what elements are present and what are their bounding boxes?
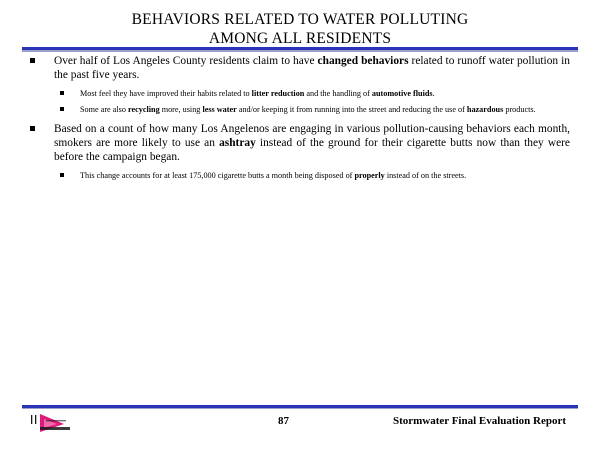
bullet-item-2 [30, 122, 570, 164]
sub-bullet-2-1-text: This change accounts for at least 175,000 cigarette butts a month being disposed of properly instead of on the streets. [80, 171, 467, 180]
report-name: Stormwater Final Evaluation Report [392, 415, 566, 427]
square-bullet-icon [30, 58, 35, 63]
page-title-line-1: BEHAVIORS RELATED TO WATER POLLUTING [131, 11, 469, 28]
bullet-2-text: Based on a count of how many Los Angelenos are engaging in various pollution-causing behaviors each month, smokers are more likely to use an ashtray instead of the ground for their cigarette butts now than they were before the campaign began. [54, 123, 570, 163]
square-bullet-icon [30, 126, 35, 131]
page-title [0, 10, 600, 48]
logo-icon [30, 412, 78, 434]
bullet-1-text: Over half of Los Angeles County residents claim to have changed behaviors related to runoff water pollution in the past five years. [54, 55, 570, 81]
header-rule-shadow [22, 50, 578, 52]
square-bullet-icon [60, 91, 64, 95]
sub-bullet-1-1-text: Most feel they have improved their habits related to litter reduction and the handling of automotive fluids. [80, 89, 435, 98]
sub-bullet-item-2-1 [30, 170, 570, 181]
page-number: 87 [278, 415, 289, 427]
sub-bullet-item-1-1 [30, 88, 570, 99]
bullet-list [30, 54, 570, 186]
sub-bullet-item-1-2 [30, 104, 570, 115]
square-bullet-icon [60, 173, 64, 177]
bullet-item-1 [30, 54, 570, 82]
page-title-line-2: AMONG ALL RESIDENTS [208, 30, 392, 47]
sub-bullet-1-2-text: Some are also recycling more, using less water and/or keeping it from running into the street and reducing the use of hazardous products. [80, 105, 536, 114]
footer-rule-shadow [22, 408, 578, 409]
square-bullet-icon [60, 107, 64, 111]
